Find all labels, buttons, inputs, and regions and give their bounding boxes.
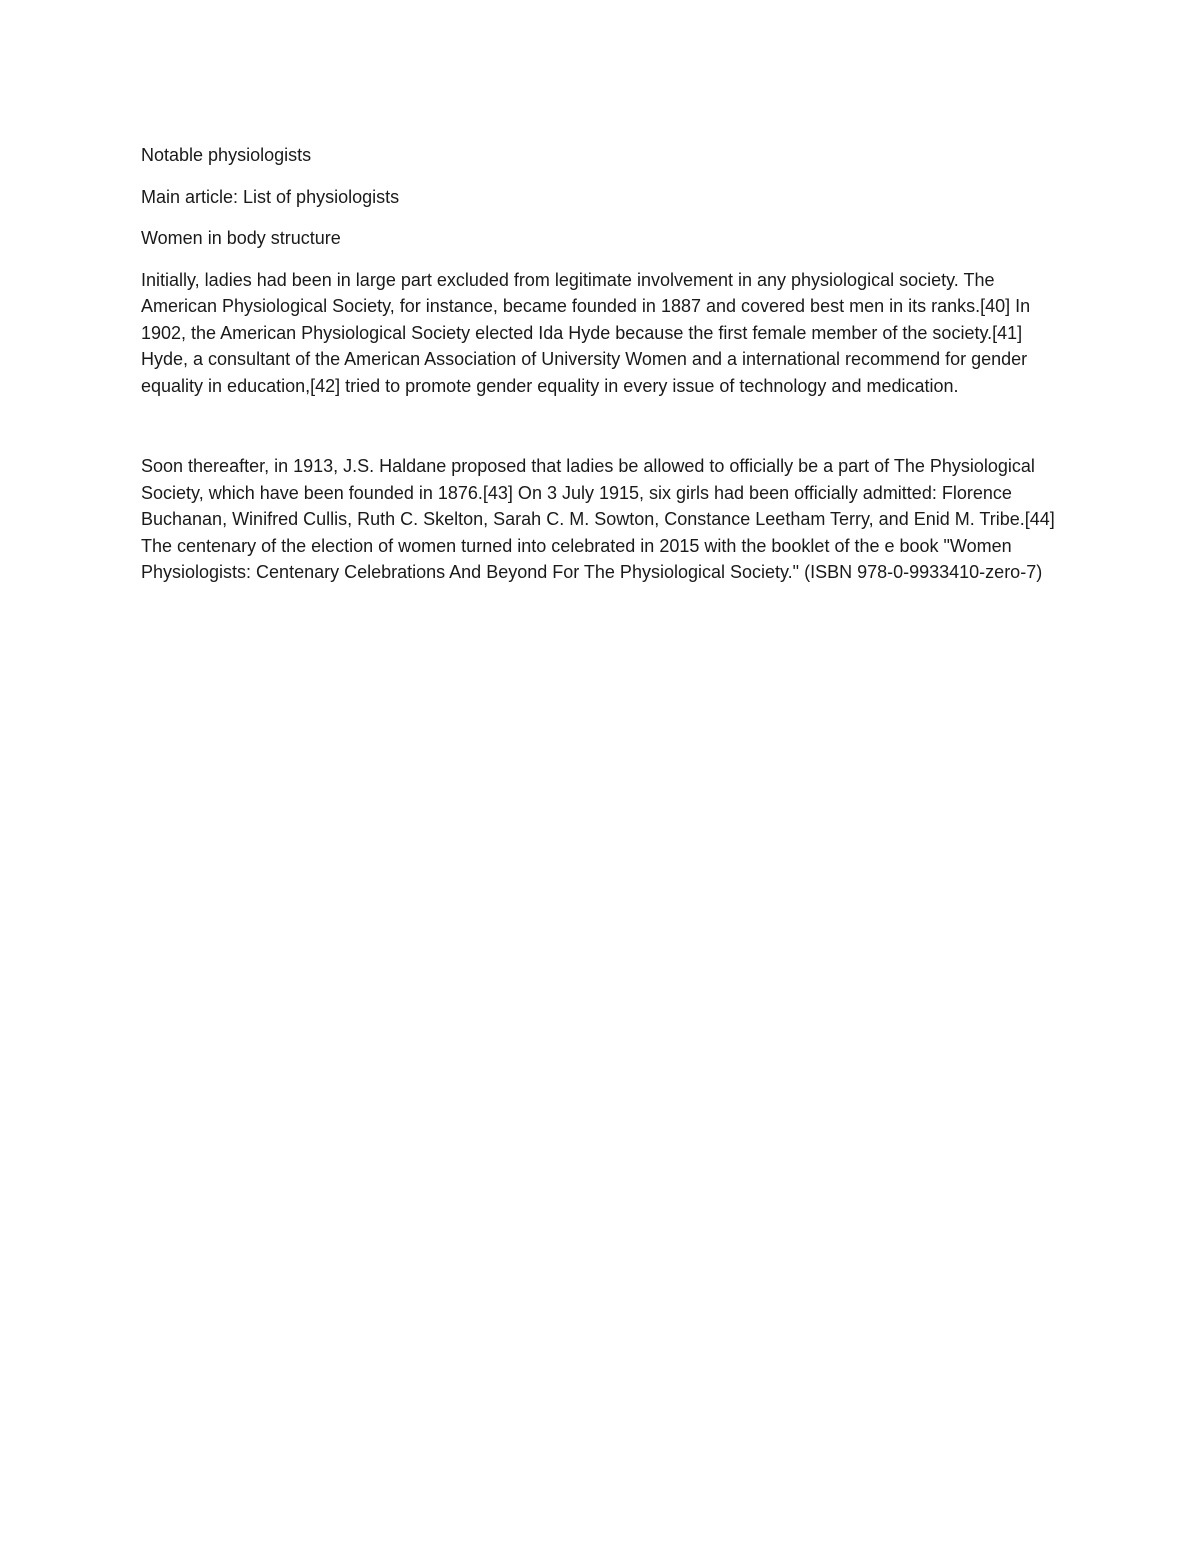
document-body — [141, 142, 1061, 586]
section-heading-women: Women in body structure — [141, 228, 341, 248]
section-heading-notable-physiologists: Notable physiologists — [141, 145, 312, 165]
main-article-line: Main article: List of physiologists — [141, 186, 400, 207]
paragraph-1: Initially, ladies had been in large part excluded from legitimate involvement in any physiological society. The American Physiological Society, for instance, became founded in 1887 and covered best men in its ranks.[40] In 1902, the American Physiological Society elected Ida Hyde because the first female member of the society.[41] Hyde, a consultant of the American Association of University Women and a international recommend for gender equality in education,[42] tried to promote gender equality in every issue of technology and medication. — [141, 269, 1031, 396]
paragraph-2: Soon thereafter, in 1913, J.S. Haldane proposed that ladies be allowed to officially be a part of The Physiological Society, which have been founded in 1876.[43] On 3 July 1915, six girls had been officially admitted: Florence Buchanan, Winifred Cullis, Ruth C. Skelton, Sarah C. M. Sowton, Constance Leetham Terry, and Enid M. Tribe.[44] The centenary of the election of women turned into celebrated in 2015 with the booklet of the e book "Women Physiologists: Centenary Celebrations And Beyond For The Physiological Society." (ISBN 978-0-9933410-zero-7) — [141, 456, 1055, 582]
